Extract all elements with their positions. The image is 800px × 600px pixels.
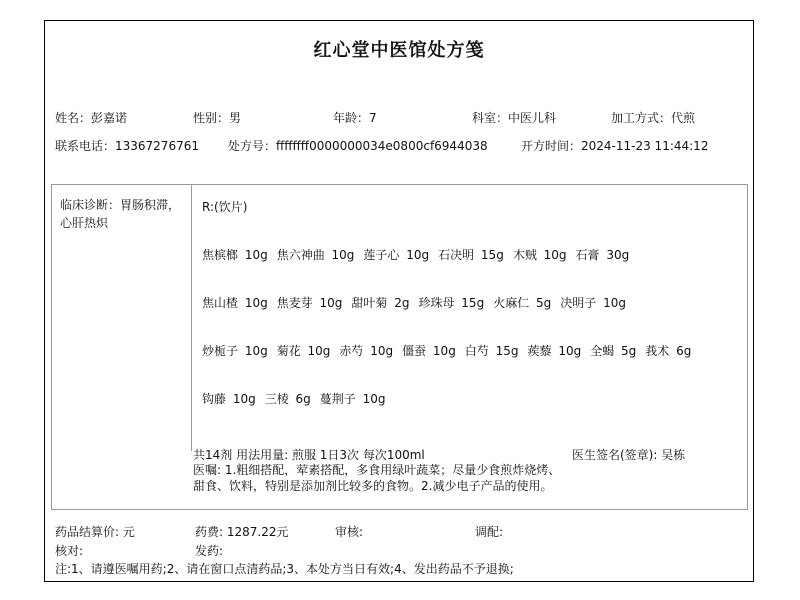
herb-row (202, 294, 635, 311)
department: 科室：中医儿科 (472, 111, 557, 125)
herb-item: 全蝎 5g (590, 344, 637, 358)
herb-row (202, 246, 638, 263)
herb-item: 白芍 15g (464, 344, 519, 358)
rx-label: R:(饮片) (202, 200, 248, 214)
herb-item: 钩藤 10g (202, 392, 256, 406)
herb-item: 焦麦芽 10g (276, 296, 343, 310)
herb-item: 三棱 6g (264, 392, 311, 406)
footer-note: 注:1、请遵医嘱用药;2、请在窗口点清药品;3、本处方当日有效;4、发出药品不予退换; (55, 562, 514, 576)
prescription-divider (191, 185, 192, 451)
herb-item: 焦槟榔 10g (202, 248, 268, 262)
herb-item: 赤芍 10g (339, 344, 394, 358)
review-field: 审核: (335, 525, 364, 539)
medical-advice: 医嘱: 1.粗细搭配，荤素搭配，多食用绿叶蔬菜；尽量少食煎炸烧烤、甜食、饮料，特别是添加剂比较多的食物。2.减少电子产品的使用。 (193, 463, 561, 493)
contact-phone: 联系电话：13367276761 (55, 139, 199, 153)
herb-item: 僵蚕 10g (402, 344, 456, 358)
herb-item: 炒栀子 10g (202, 344, 268, 358)
herb-item: 木贼 10g (512, 248, 567, 262)
herb-item: 决明子 10g (560, 296, 626, 310)
usage-dosage: 共14剂 用法用量: 煎服 1日3次 每次100ml (193, 448, 425, 462)
doctor-signature: 医生签名(签章): 吴栋 (572, 448, 686, 462)
herb-item: 莪术 6g (645, 344, 692, 358)
prescription-time: 开方时间：2024-11-23 11:44:12 (521, 139, 709, 153)
herb-item: 菊花 10g (276, 344, 331, 358)
herb-row (202, 390, 394, 407)
dispense-adjust-field: 调配: (475, 525, 504, 539)
herb-item: 甜叶菊 2g (351, 296, 410, 310)
patient-age: 年龄：7 (333, 111, 377, 125)
herb-item: 蔓荆子 10g (319, 392, 386, 406)
herb-item: 蒺藜 10g (527, 344, 582, 358)
check-field: 核对: (55, 544, 84, 558)
patient-gender: 性别：男 (193, 111, 242, 125)
settlement-price: 药品结算价: 元 (55, 525, 135, 539)
patient-name: 姓名：彭嘉诺 (55, 111, 128, 125)
document-title: 红心堂中医馆处方笺 (313, 40, 485, 61)
herb-item: 莲子心 10g (363, 248, 430, 262)
herb-item: 石膏 30g (575, 248, 630, 262)
herb-row (202, 342, 700, 359)
clinical-diagnosis: 临床诊断：胃肠积滞，心肝热炽 (60, 198, 181, 230)
herb-item: 焦山楂 10g (202, 296, 268, 310)
medicine-fee: 药费: 1287.22元 (195, 525, 289, 539)
herb-item: 焦六神曲 10g (276, 248, 355, 262)
herb-item: 火麻仁 5g (493, 296, 552, 310)
issue-field: 发药: (195, 544, 224, 558)
herb-item: 石决明 15g (438, 248, 504, 262)
processing-method: 加工方式：代煎 (611, 111, 696, 125)
prescription-number: 处方号：ffffffff0000000034e0800cf6944038 (228, 139, 488, 153)
herb-item: 珍珠母 15g (418, 296, 485, 310)
